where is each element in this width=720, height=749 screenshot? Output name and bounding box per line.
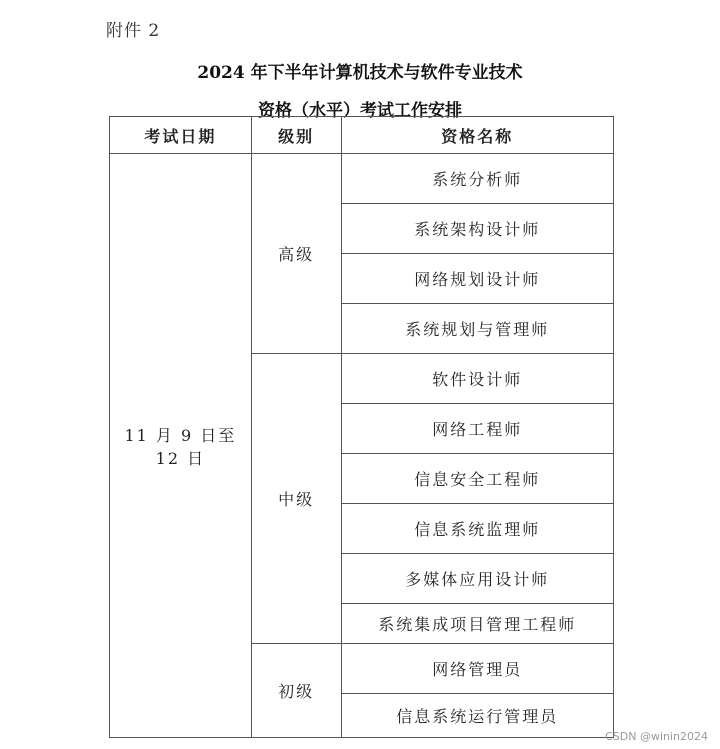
header-qualification: 资格名称 <box>341 117 613 154</box>
level-junior: 初级 <box>251 644 341 738</box>
exam-schedule-table <box>109 116 614 738</box>
header-level: 级别 <box>251 117 341 154</box>
exam-date-cell: 11 月 9 日至 12 日 <box>110 154 252 738</box>
qualification-cell: 多媒体应用设计师 <box>341 554 613 604</box>
document-title-line2: 资格（水平）考试工作安排 <box>258 101 462 121</box>
qualification-cell: 系统分析师 <box>341 154 613 204</box>
qualification-cell: 系统集成项目管理工程师 <box>341 604 613 644</box>
table-header-row <box>110 117 614 154</box>
qualification-cell: 网络工程师 <box>341 404 613 454</box>
document-title-line1: 2024 年下半年计算机技术与软件专业技术 <box>197 63 523 83</box>
header-exam-date: 考试日期 <box>110 117 252 154</box>
qualification-cell: 信息系统监理师 <box>341 504 613 554</box>
qualification-cell: 网络管理员 <box>341 644 613 694</box>
qualification-cell: 系统架构设计师 <box>341 204 613 254</box>
qualification-cell: 信息系统运行管理员 <box>341 694 613 738</box>
watermark: CSDN @winin2024 <box>605 730 708 743</box>
qualification-cell: 软件设计师 <box>341 354 613 404</box>
qualification-cell: 网络规划设计师 <box>341 254 613 304</box>
table-row <box>110 154 614 204</box>
attachment-label: 附件 2 <box>106 21 161 41</box>
level-intermediate: 中级 <box>251 354 341 644</box>
qualification-cell: 信息安全工程师 <box>341 454 613 504</box>
qualification-cell: 系统规划与管理师 <box>341 304 613 354</box>
level-senior: 高级 <box>251 154 341 354</box>
